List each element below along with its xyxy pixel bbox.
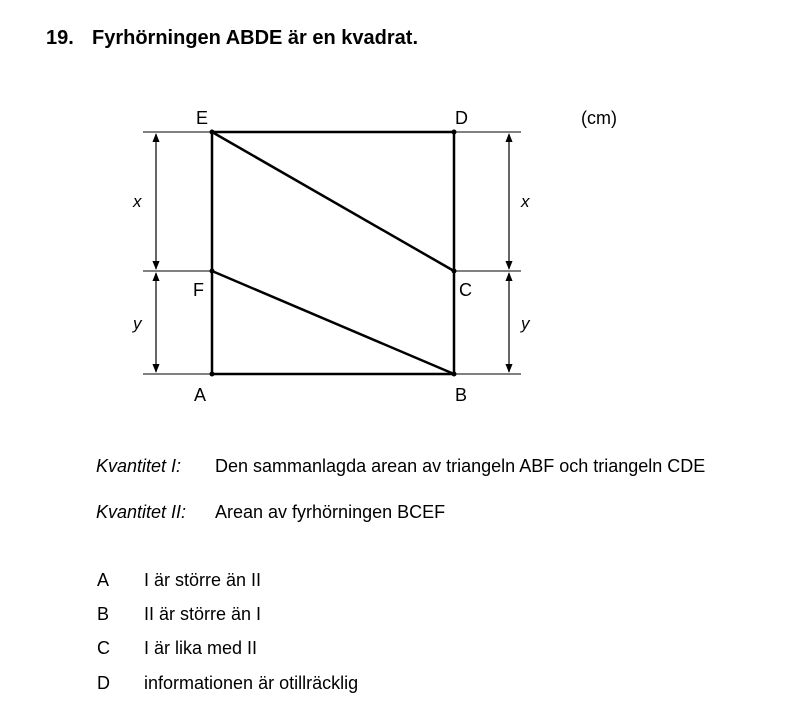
quantity-2-label: Kvantitet II: [96,502,187,522]
point-f-dot [210,269,215,274]
option-d-text: informationen är otillräcklig [144,673,359,693]
point-d-dot [452,130,457,135]
segment-fb [212,271,454,374]
segment-ec [212,132,454,271]
label-e: E [196,108,209,128]
question-title: Fyrhörningen ABDE är en kvadrat. [92,27,418,49]
option-a-text: I är större än II [144,570,262,590]
point-e-dot [210,130,215,135]
label-b: B [455,385,468,405]
option-b-letter: B [97,604,110,624]
point-c-dot [452,269,457,274]
label-left-y: y [133,314,142,333]
unit-label: (cm) [581,108,617,128]
option-c-text: I är lika med II [144,638,258,658]
option-d-letter: D [97,673,110,693]
label-c: C [459,280,472,300]
label-d: D [455,108,468,128]
option-c-letter: C [97,638,110,658]
label-right-y: y [521,314,530,333]
point-b-dot [452,372,457,377]
question-number: 19. [46,27,74,49]
label-a: A [194,385,207,405]
point-a-dot [210,372,215,377]
option-b-text: II är större än I [144,604,262,624]
label-left-x: x [133,192,142,211]
label-f: F [193,280,204,300]
quantity-2-text: Arean av fyrhörningen BCEF [215,502,446,522]
quantity-1-text: Den sammanlagda arean av triangeln ABF och triangeln CDE [215,456,706,476]
quantity-1-label: Kvantitet I: [96,456,182,476]
option-a-letter: A [97,570,110,590]
label-right-x: x [521,192,530,211]
